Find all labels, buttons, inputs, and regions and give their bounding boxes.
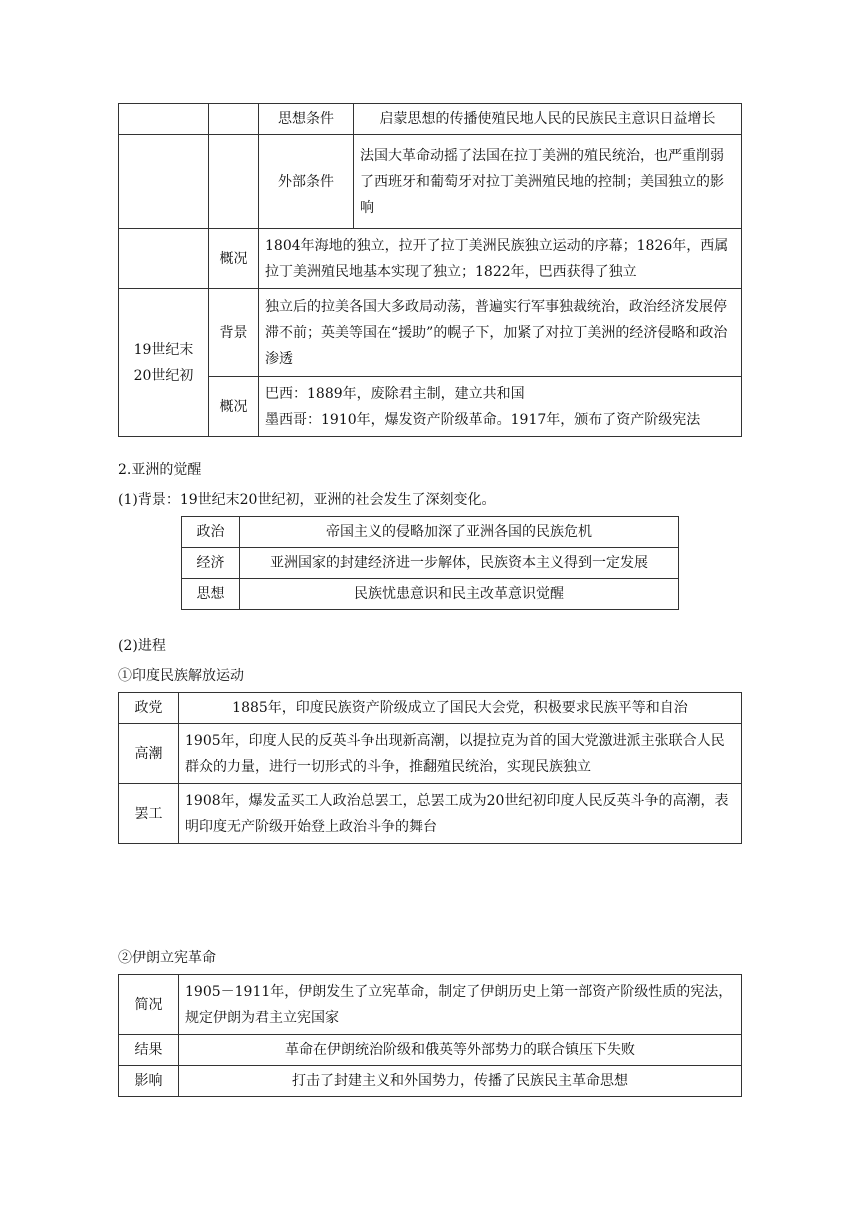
section-title: ②伊朗立宪革命	[118, 950, 216, 966]
table-cell: 概况	[209, 229, 259, 289]
table-cell: 简况	[119, 975, 179, 1035]
table-cell: 启蒙思想的传播使殖民地人民的民族民主意识日益增长	[354, 104, 742, 135]
period-line: 20世纪初	[133, 367, 194, 384]
table-cell: 帝国主义的侵略加深了亚洲各国的民族危机	[240, 517, 679, 548]
text-line: 巴西：1889年，废除君主制，建立共和国	[265, 385, 525, 402]
period-line: 19世纪末	[133, 341, 194, 358]
table-cell	[259, 377, 742, 437]
table-cell	[119, 104, 209, 135]
period-cell	[119, 289, 209, 437]
table-cell: 结果	[119, 1035, 179, 1066]
table-cell	[119, 229, 209, 289]
paragraph: (1)背景：19世纪末20世纪初，亚洲的社会发生了深刻变化。	[118, 492, 496, 508]
section-title: 2.亚洲的觉醒	[118, 462, 202, 478]
table-cell: 革命在伊朗统治阶级和俄英等外部势力的联合镇压下失败	[179, 1035, 742, 1066]
table-cell: 打击了封建主义和外国势力，传播了民族民主革命思想	[179, 1066, 742, 1097]
table-cell: 思想条件	[259, 104, 354, 135]
table-cell: 概况	[209, 377, 259, 437]
table-cell: 政党	[119, 693, 179, 724]
table-cell: 1885年，印度民族资产阶级成立了国民大会党，积极要求民族平等和自治	[179, 693, 742, 724]
table-cell: 1905－1911年，伊朗发生了立宪革命，制定了伊朗历史上第一部资产阶级性质的宪法，规定伊朗为君主立宪国家	[179, 975, 742, 1035]
table-cell	[209, 135, 259, 229]
table-cell: 影响	[119, 1066, 179, 1097]
table-cell: 思想	[182, 579, 240, 610]
table-cell: 罢工	[119, 784, 179, 844]
table-cell	[119, 135, 209, 229]
india-table	[118, 692, 742, 844]
table-cell: 1908年，爆发孟买工人政治总罢工，总罢工成为20世纪初印度人民反英斗争的高潮，表明印度无产阶级开始登上政治斗争的舞台	[179, 784, 742, 844]
text-line: 墨西哥：1910年，爆发资产阶级革命。1917年，颁布了资产阶级宪法	[265, 411, 701, 428]
table-cell	[209, 104, 259, 135]
table-cell: 1905年，印度人民的反英斗争出现新高潮，以提拉克为首的国大党激进派主张联合人民群众的力量，进行一切形式的斗争，推翻殖民统治，实现民族独立	[179, 724, 742, 784]
table-cell: 高潮	[119, 724, 179, 784]
table-cell: 民族忧患意识和民主改革意识觉醒	[240, 579, 679, 610]
table-cell: 独立后的拉美各国大多政局动荡，普遍实行军事独裁统治，政治经济发展停滞不前；英美等国在“援助”的幌子下，加紧了对拉丁美洲的经济侵略和政治渗透	[259, 289, 742, 377]
table-cell: 亚洲国家的封建经济进一步解体，民族资本主义得到一定发展	[240, 548, 679, 579]
section-title: ①印度民族解放运动	[118, 668, 244, 684]
iran-table	[118, 974, 742, 1097]
table-cell: 背景	[209, 289, 259, 377]
table-cell: 外部条件	[259, 135, 354, 229]
section-title: (2)进程	[118, 638, 166, 654]
asia-background-table	[181, 516, 679, 610]
table-cell: 1804年海地的独立，拉开了拉丁美洲民族独立运动的序幕；1826年，西属拉丁美洲殖民地基本实现了独立；1822年，巴西获得了独立	[259, 229, 742, 289]
latin-america-table	[118, 103, 742, 437]
table-cell: 经济	[182, 548, 240, 579]
table-cell: 法国大革命动摇了法国在拉丁美洲的殖民统治，也严重削弱了西班牙和葡萄牙对拉丁美洲殖民地的控制；美国独立的影响	[354, 135, 742, 229]
table-cell: 政治	[182, 517, 240, 548]
